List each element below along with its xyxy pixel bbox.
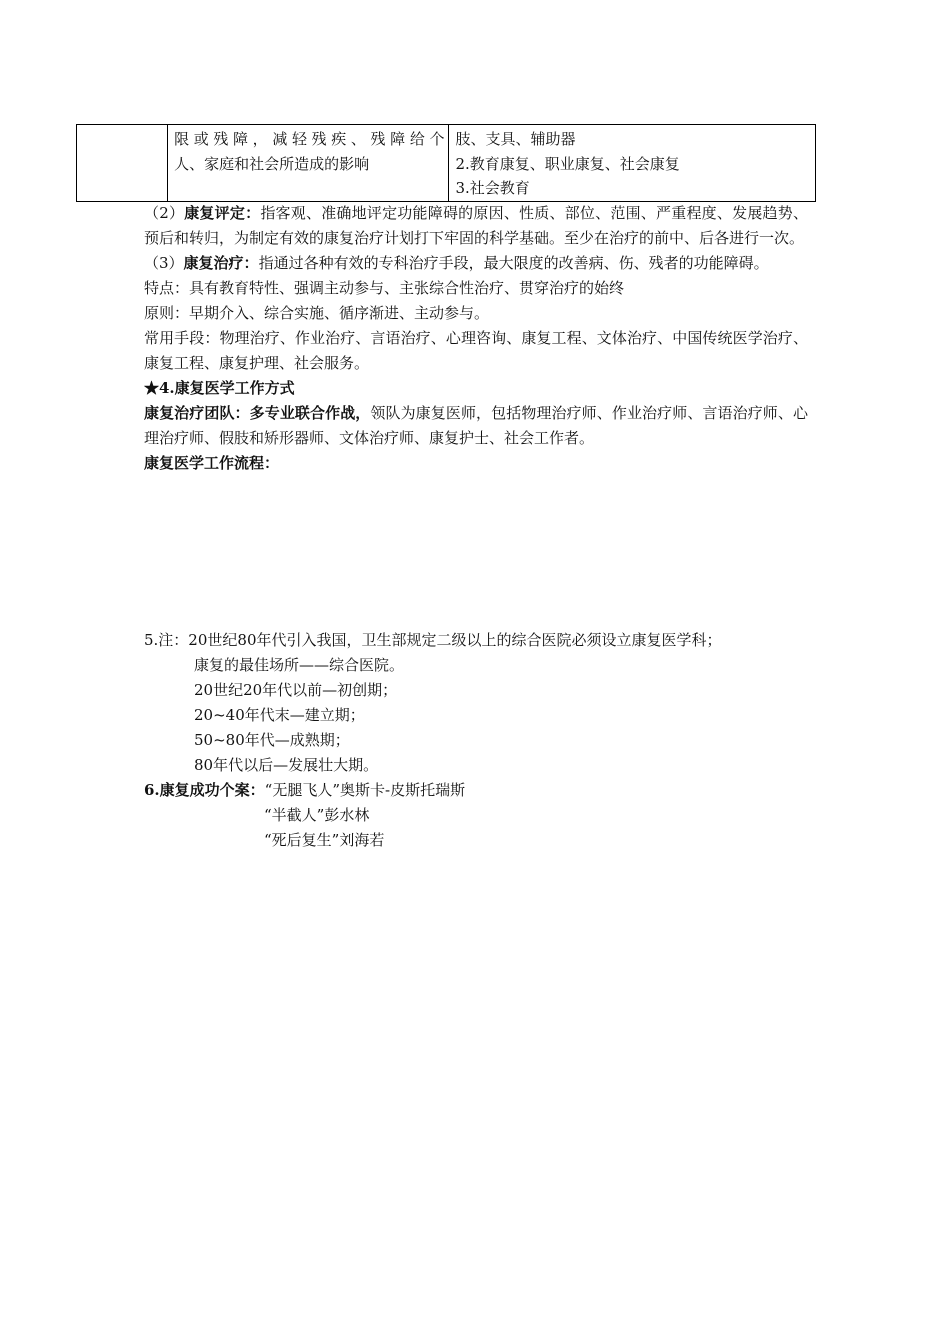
- therapy-paragraph: [144, 251, 808, 276]
- assessment-paragraph: [144, 201, 808, 251]
- document-body: [144, 201, 808, 853]
- features-line: 特点：具有教育特性、强调主动参与、主张综合性治疗、贯穿治疗的始终: [144, 279, 625, 297]
- assessment-term: 康复评定：: [184, 204, 261, 222]
- section5-line2: 康复的最佳场所——综合医院。: [194, 656, 405, 674]
- table-row: [77, 125, 816, 202]
- table-cell-goal-line1: 限或残障，减轻残疾、残障给个: [174, 130, 445, 148]
- principles-line: 原则：早期介入、综合实施、循序渐进、主动参与。: [144, 304, 490, 322]
- section5-line5: 50~80年代—成熟期；: [194, 731, 350, 749]
- table-cell-methods: [449, 125, 816, 202]
- workflow-heading: 康复医学工作流程：: [144, 454, 280, 472]
- assessment-text: 指客观、准确地评定功能障碍的原因、性质、部位、范围、严重程度、发展趋势、预后和转归，为制定有效的康复治疗计划打下牢固的科学基础。至少在治疗的前中、后各进行一次。: [144, 204, 808, 247]
- section5-line6: 80年代以后—发展壮大期。: [194, 756, 379, 774]
- section6-line1: [144, 778, 808, 803]
- continued-table: [76, 124, 816, 202]
- section5-line1: 5.注：20世纪80年代引入我国，卫生部规定二级以上的综合医院必须设立康复医学科；: [144, 631, 722, 649]
- team-term: 康复治疗团队：多专业联合作战，: [144, 404, 371, 422]
- assessment-number: （2）: [144, 204, 185, 222]
- team-text: 领队为康复医师，包括物理治疗师、作业治疗师、言语治疗师、心理治疗师、假肢和矫形器师、文体治疗师、康复护士、社会工作者。: [144, 404, 808, 447]
- table-cell-empty: [77, 125, 168, 202]
- table-cell-goal: [168, 125, 449, 202]
- section5-line4: 20~40年代末—建立期；: [194, 706, 365, 724]
- table-cell-methods-line1: 肢、支具、辅助器: [455, 130, 576, 148]
- case-1: “无腿飞人”奥斯卡-皮斯托瑞斯: [264, 781, 466, 799]
- table-cell-goal-line2: 人、家庭和社会所造成的影响: [174, 154, 370, 173]
- section6-heading: 6.康复成功个案：: [144, 781, 265, 799]
- table-cell-methods-line2: 2.教育康复、职业康复、社会康复: [455, 154, 680, 173]
- table-cell-methods-line3: 3.社会教育: [455, 179, 530, 197]
- case-2: “半截人”彭水林: [264, 806, 370, 824]
- case-3: “死后复生”刘海若: [264, 831, 385, 849]
- section4-heading: ★4.康复医学工作方式: [144, 379, 295, 397]
- therapy-text: 指通过各种有效的专科治疗手段，最大限度的改善病、伤、残者的功能障碍。: [258, 254, 769, 272]
- team-paragraph: [144, 401, 808, 451]
- workflow-diagram-placeholder: [144, 476, 808, 628]
- section5-line3: 20世纪20年代以前—初创期；: [194, 681, 398, 699]
- therapy-term: 康复治疗：: [183, 254, 259, 272]
- therapy-number: （3）: [144, 254, 184, 272]
- methods-paragraph: 常用手段：物理治疗、作业治疗、言语治疗、心理咨询、康复工程、文体治疗、中国传统医学治疗、康复工程、康复护理、社会服务。: [144, 329, 808, 372]
